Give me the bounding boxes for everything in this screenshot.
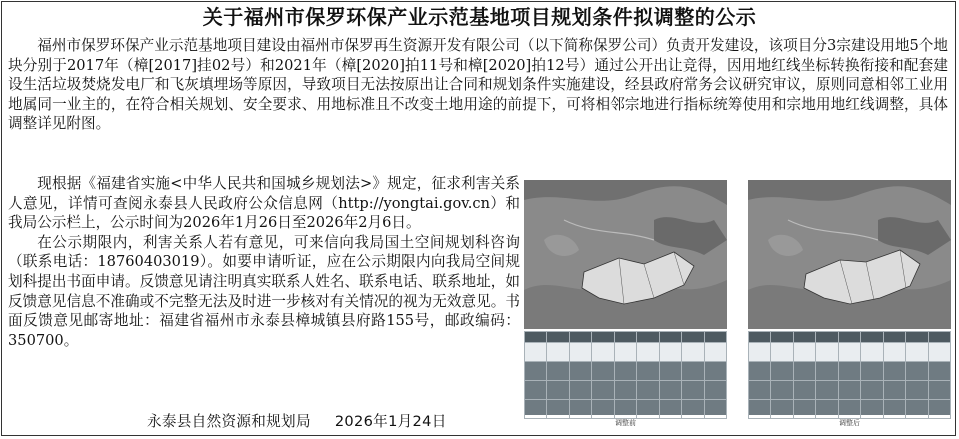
aerial-map-before [524,180,727,329]
paragraph-project-background: 福州市保罗环保产业示范基地项目建设由福州市保罗再生资源开发有限公司（以下简称保罗公司）负责开发建设，该项目分3宗建设用地5个地块分别于2017年（樟[2017]挂02号）和2021年（樟[2020]拍11号和樟[2020]拍12号）通过公开出让竞得，因用地红线坐标转换衔接和配套建设生活垃圾焚烧发电厂和飞灰填埋场等原因，导致项目无法按原出让合同和规划条件实施建设，经县政府常务会议研究审议，原则同意相邻工业用地属同一业主的，在符合相关规划、安全要求、用地标准且不改变土地用途的前提下，可将相邻宗地进行指标统筹使用和宗地用地红线调整，具体调整详见附图。 [8,37,948,133]
notice-frame [1,1,956,436]
planning-table-before [524,331,727,415]
notice-left-column [8,174,520,350]
planning-table-after [748,331,951,415]
caption-after: 调整后 [839,419,860,427]
paragraph-publicity-period: 现根据《福建省实施<中华人民共和国城乡规划法>》规定，征求利害关系人意见，详情可查阅永泰县人民政府公众信息网（http://yongtai.gov.cn）和我局公示栏上，公示时间为2026年1月26日至2026年2月6日。 [8,175,520,232]
notice-footer [147,410,471,431]
notice-title: 关于福州市保罗环保产业示范基地项目规划条件拟调整的公示 [202,5,757,29]
paragraph-feedback: 在公示期限内，利害关系人若有意见，可来信向我局国土空间规划科咨询（联系电话：18760403019）。如要申请听证，应在公示期限内向我局空间规划科提出书面申请。反馈意见请注明真实联系人姓名、联系电话、联系地址，如反馈意见信息不准确或不完整无法及时进一步核对有关情况的视为无效意见。书面反馈意见邮寄地址：福建省福州市永泰县樟城镇县府路155号，邮政编码：350700。 [8,233,520,349]
footer-organization: 永泰县自然资源和规划局 [147,413,311,430]
caption-before: 调整前 [615,419,636,427]
aerial-map-after [748,180,951,329]
notice-intro [8,36,948,134]
attached-figure [524,180,951,431]
footer-date: 2026年1月24日 [334,413,447,430]
